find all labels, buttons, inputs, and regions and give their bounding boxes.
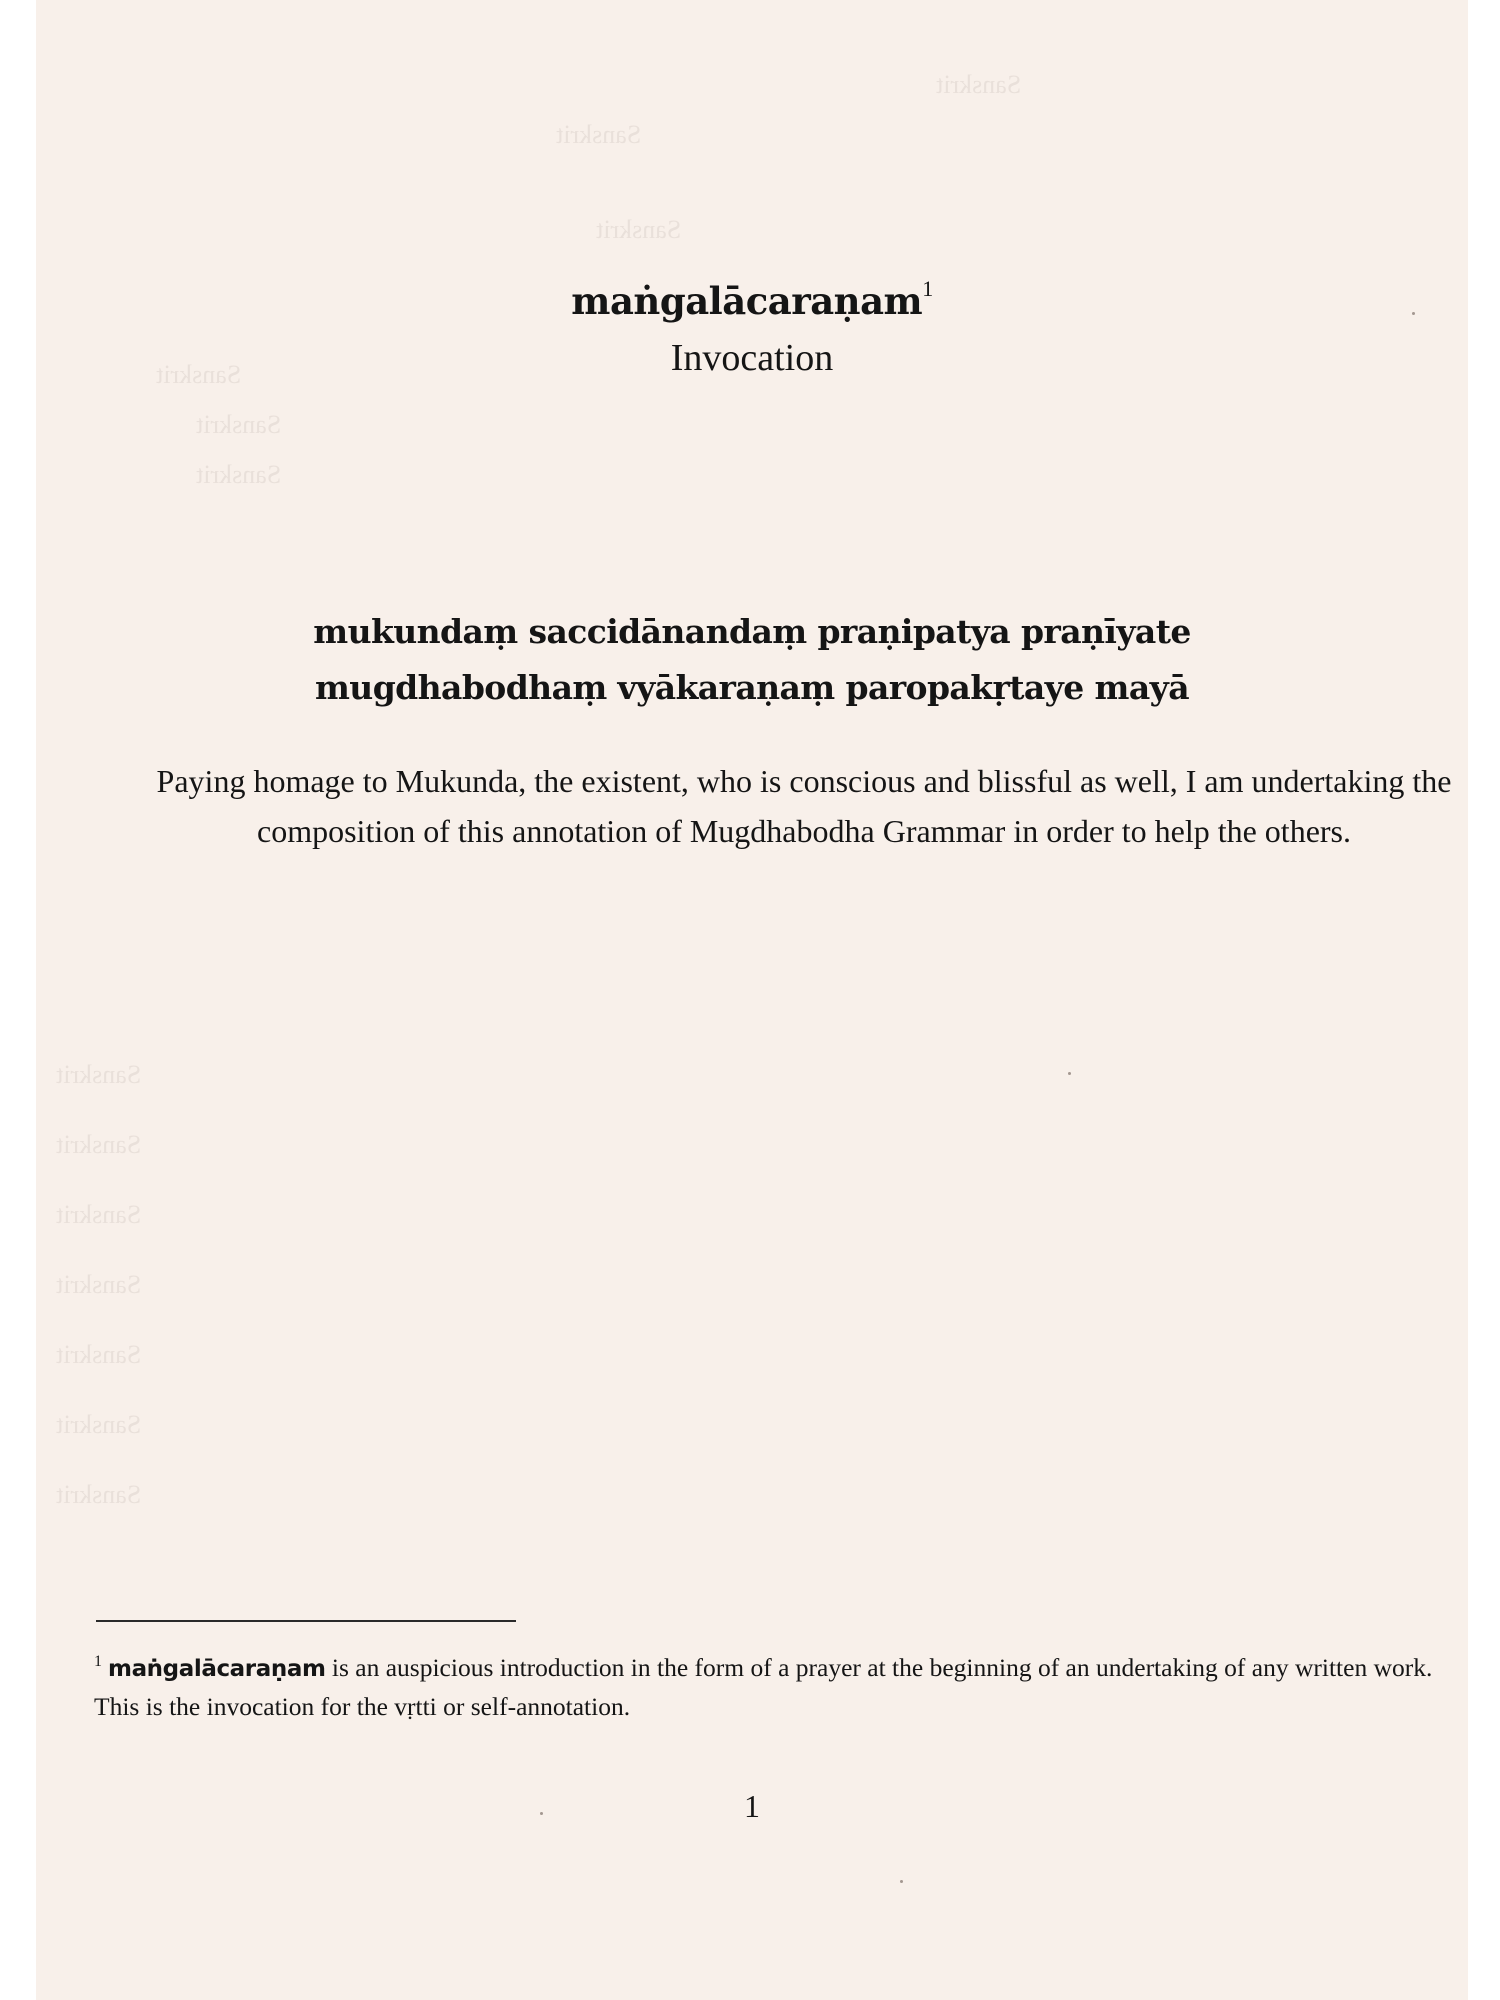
bleed-line: Sanskrit: [936, 70, 1022, 99]
footnote-divider: [96, 1620, 516, 1622]
bleed-line: Sanskrit: [196, 410, 282, 439]
verse-line-1: mukundaṃ saccidānandaṃ praṇipatya praṇīyate: [313, 612, 1191, 651]
footnote-term: maṅgalācaraṇam: [108, 1656, 326, 1682]
title-text: maṅgalācaraṇam: [571, 279, 923, 323]
bleed-line: Sanskrit: [56, 1060, 142, 1089]
title-footnote-ref: 1: [922, 276, 933, 301]
bleed-line: Sanskrit: [56, 1200, 142, 1229]
bleed-line: Sanskrit: [196, 460, 282, 489]
bleed-line: Sanskrit: [56, 1270, 142, 1299]
bleed-line: Sanskrit: [56, 1130, 142, 1159]
bleed-line: Sanskrit: [556, 120, 642, 149]
footnote-text: is an auspicious introduction in the form of a prayer at the beginning of an undertaking of any written work. This is the invocation for the vṛtti or self-annotation.: [94, 1653, 1433, 1721]
paper-speck: [1412, 312, 1415, 315]
page-number: 1: [744, 1788, 760, 1824]
verse-line-2: mugdhabodhaṃ vyākaraṇaṃ paropakṛtaye mayā: [314, 668, 1189, 707]
page-title: [36, 276, 1468, 323]
footnote: [94, 1643, 1454, 1725]
document-page: [36, 0, 1468, 2000]
bleed-line: Sanskrit: [156, 360, 242, 389]
verse-translation: Paying homage to Mukunda, the existent, who is conscious and blissful as well, I am undertaking the composition of this annotation of Mugdhabodha Grammar in order to help the others.: [156, 763, 1452, 849]
bleed-line: Sanskrit: [596, 215, 682, 244]
bleed-line: Sanskrit: [56, 1340, 142, 1369]
paper-speck: [1068, 1072, 1071, 1075]
bleed-line: Sanskrit: [56, 1480, 142, 1509]
paper-speck: [540, 1812, 543, 1815]
page-subtitle: Invocation: [670, 337, 834, 379]
bleed-line: Sanskrit: [56, 1410, 142, 1439]
paper-speck: [900, 1880, 903, 1883]
footnote-mark: 1: [94, 1653, 102, 1670]
